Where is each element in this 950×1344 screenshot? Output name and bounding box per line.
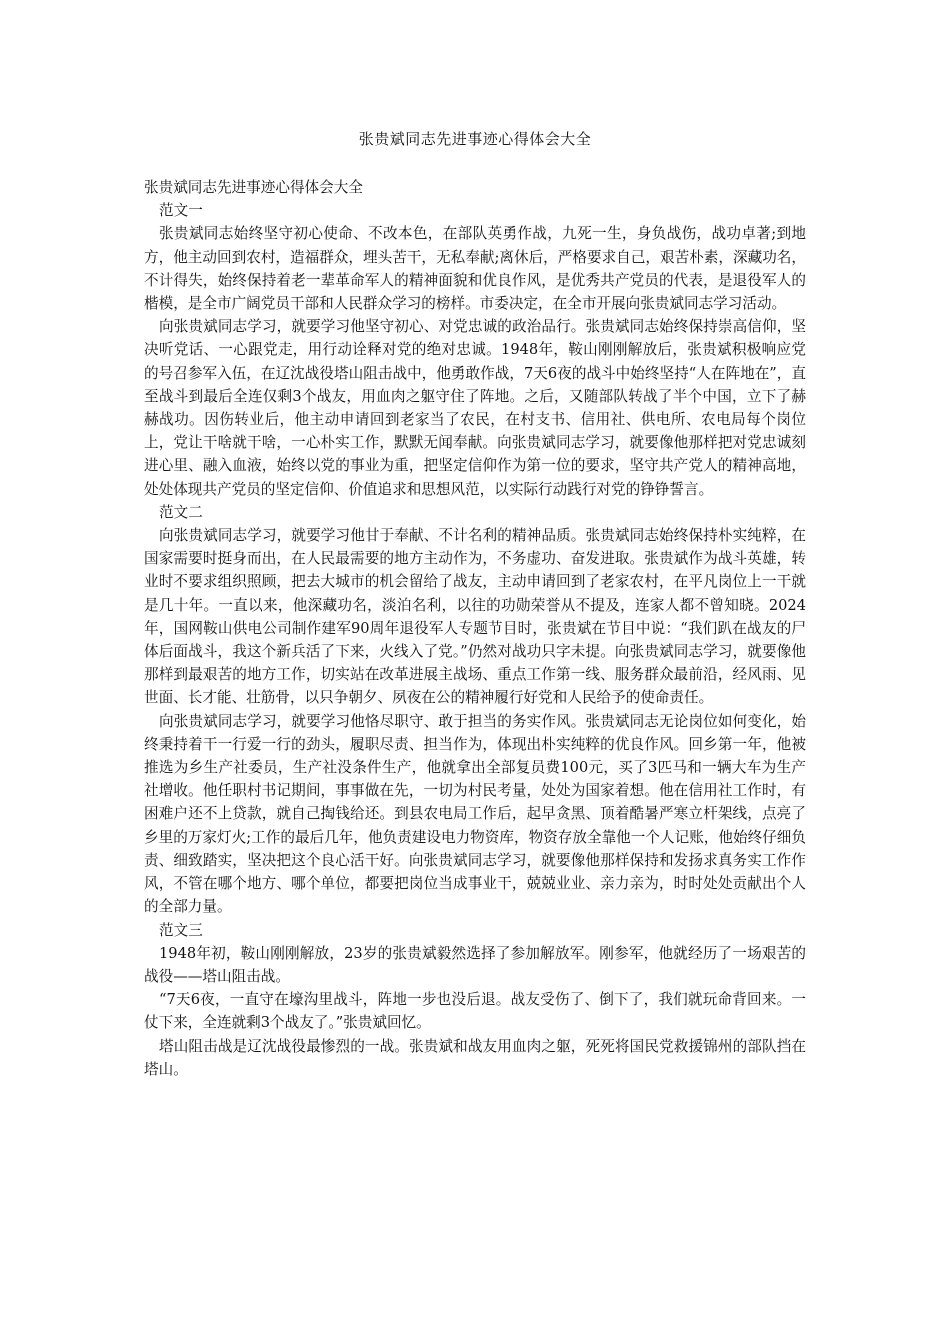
section-label: 范文一 bbox=[159, 202, 203, 220]
page-title: 张贵斌同志先进事迹心得体会大全 bbox=[358, 130, 592, 148]
paragraph: 向张贵斌同志学习，就要学习他坚守初心、对党忠诚的政治品行。张贵斌同志始终保持崇高信仰，坚决听党话、一心跟党走，用行动诠释对党的绝对忠诚。1948年，鞍山刚刚解放后，张贵斌积极响应党的号召参军入伍，在辽沈战役塔山阻击战中，他勇敢作战，7天6夜的战斗中始终坚持“人在阵地在”，直至战斗到最后全连仅剩3个战友，用血肉之躯守住了阵地。之后，又随部队转战了半个中国，立下了赫赫战功。因伤转业后，他主动申请回到老家当了农民，在村支书、信用社、供电所、农电局每个岗位上，党让干啥就干啥，一心朴实工作，默默无闻奉献。向张贵斌同志学习，就要像他那样把对党忠诚刻进心里、融入血液，始终以党的事业为重，把坚定信仰作为第一位的要求，坚守共产党人的精神高地，处处体现共产党员的坚定信仰、价值追求和思想风范，以实际行动践行对党的铮铮誓言。 bbox=[144, 318, 806, 498]
paragraph: 向张贵斌同志学习，就要学习他甘于奉献、不计名利的精神品质。张贵斌同志始终保持朴实纯粹，在国家需要时挺身而出，在人民最需要的地方主动作为，不务虚功、奋发进取。张贵斌作为战斗英雄，转业时不要求组织照顾，把去大城市的机会留给了战友，主动申请回到了老家农村，在平凡岗位上一干就是几十年。一直以来，他深藏功名，淡泊名利，以往的功勋荣誉从不提及，连家人都不曾知晓。2024年，国网鞍山供电公司制作建军90周年退役军人专题节目时，张贵斌在节目中说：“我们趴在战友的尸体后面战斗，我这个新兵活了下来，火线入了党。”仍然对战功只字未提。向张贵斌同志学习，就要像他那样到最艰苦的地方工作，切实站在改革进展主战场、重点工作第一线、服务群众最前沿，经风雨、见世面、长才能、壮筋骨，以只争朝夕、夙夜在公的精神履行好党和人民给予的使命责任。 bbox=[144, 527, 806, 707]
document-body bbox=[144, 176, 806, 1081]
document-subtitle: 张贵斌同志先进事迹心得体会大全 bbox=[144, 179, 363, 196]
paragraph: 1948年初，鞍山刚刚解放，23岁的张贵斌毅然选择了参加解放军。刚参军，他就经历了一场艰苦的战役——塔山阻击战。 bbox=[144, 944, 806, 985]
paragraph: “7天6夜，一直守在壕沟里战斗，阵地一步也没后退。战友受伤了、倒下了，我们就玩命背回来。一仗下来，全连就剩3个战友了。”张贵斌回忆。 bbox=[144, 991, 806, 1032]
paragraph: 张贵斌同志始终坚守初心使命、不改本色，在部队英勇作战，九死一生，身负战伤，战功卓著;到地方，他主动回到农村，造福群众，埋头苦干，无私奉献;离休后，严格要求自己，艰苦朴素，深藏功名，不计得失，始终保持着老一辈革命军人的精神面貌和优良作风，是优秀共产党员的代表，是退役军人的楷模，是全市广阔党员干部和人民群众学习的榜样。市委决定，在全市开展向张贵斌同志学习活动。 bbox=[144, 225, 806, 313]
paragraph: 塔山阻击战是辽沈战役最惨烈的一战。张贵斌和战友用血肉之躯，死死将国民党救援锦州的部队挡在塔山。 bbox=[144, 1037, 806, 1078]
section-label: 范文三 bbox=[159, 921, 203, 939]
section-label: 范文二 bbox=[159, 503, 203, 521]
paragraph: 向张贵斌同志学习，就要学习他恪尽职守、敢于担当的务实作风。张贵斌同志无论岗位如何变化，始终秉持着干一行爱一行的劲头，履职尽责、担当作为，体现出朴实纯粹的优良作风。回乡第一年，他被推选为乡生产社委员，生产社没条件生产，他就拿出全部复员费100元，买了3匹马和一辆大车为生产社增收。他任职村书记期间，事事做在先，一切为村民考量，处处为国家着想。他在信用社工作时，有困难户还不上贷款，就自己掏钱给还。到县农电局工作后，起早贪黑、顶着酷暑严寒立杆架线，点亮了乡里的万家灯火;工作的最后几年，他负责建设电力物资库，物资存放全靠他一个人记账，他始终仔细负责、细致踏实，坚决把这个良心活干好。向张贵斌同志学习，就要像他那样保持和发扬求真务实工作作风，不管在哪个地方、哪个单位，都要把岗位当成事业干，兢兢业业、亲力亲为，时时处处贡献出个人的全部力量。 bbox=[144, 712, 806, 916]
